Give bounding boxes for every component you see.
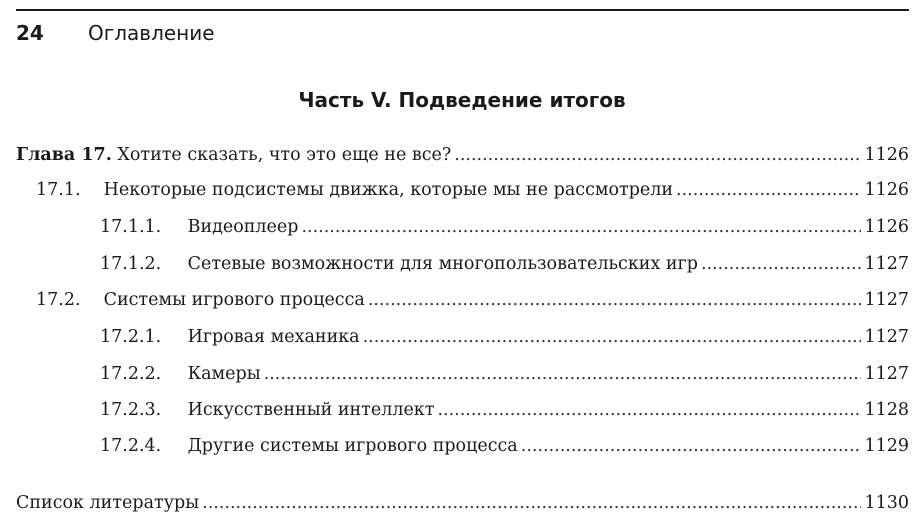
toc-entry-page: 1127: [864, 254, 909, 274]
toc-leader-dots: [701, 247, 862, 281]
part-title: Часть V. Подведение итогов: [298, 88, 626, 112]
toc-leader-dots: [437, 393, 861, 427]
toc-entry-title: Список литературы: [16, 493, 200, 513]
toc-leader-dots: [363, 320, 862, 354]
toc-entry-page: 1127: [864, 327, 909, 347]
toc-entry-bibliography[interactable]: [16, 486, 909, 520]
toc-entry-title: Камеры: [187, 364, 261, 384]
toc-entry-title: Системы игрового процесса: [103, 290, 365, 310]
toc-entry-page: 1127: [864, 364, 909, 384]
toc-entry-17-2-1[interactable]: [100, 320, 909, 354]
toc-entry-title: Видеоплеер: [187, 217, 299, 237]
running-head-title: Оглавление: [88, 21, 215, 45]
toc-entry-page: 1130: [864, 493, 909, 513]
toc-leader-dots: [301, 210, 861, 244]
toc-entry-prefix: 17.2.1.: [100, 327, 162, 347]
toc-entry-title: Другие системы игрового процесса: [187, 436, 518, 456]
toc-leader-dots: [368, 283, 862, 317]
toc-entry-17-2[interactable]: [36, 283, 909, 317]
toc-entry-prefix: 17.2.4.: [100, 436, 162, 456]
toc-leader-dots: [264, 357, 862, 391]
toc-entry-17-2-2[interactable]: [100, 357, 909, 391]
toc-entry-title: Хотите сказать, что это еще не все?: [117, 145, 452, 165]
toc-entry-17-1-1[interactable]: [100, 210, 909, 244]
header-rule: [16, 9, 909, 11]
toc-entry-17-2-3[interactable]: [100, 393, 909, 427]
toc-entry-page: 1126: [864, 180, 909, 200]
toc-entry-prefix: 17.2.: [36, 290, 81, 310]
toc-entry-17-1-2[interactable]: [100, 247, 909, 281]
toc-entry-prefix: 17.2.2.: [100, 364, 162, 384]
toc-entry-prefix: 17.1.: [36, 180, 81, 200]
toc-entry-title: Искусственный интеллект: [187, 400, 435, 420]
toc-entry-prefix: Глава 17.: [16, 145, 112, 165]
toc-leader-dots: [676, 173, 861, 207]
toc-entry-prefix: 17.1.1.: [100, 217, 162, 237]
toc-leader-dots: [521, 429, 862, 463]
running-head: [16, 20, 215, 46]
toc-entry-title: Сетевые возможности для многопользовательских игр: [187, 254, 698, 274]
toc-entry-page: 1126: [864, 145, 909, 165]
toc-entry-page: 1127: [864, 290, 909, 310]
toc-entry-17-1[interactable]: [36, 173, 909, 207]
toc-entry-title: Игровая механика: [187, 327, 360, 347]
toc-entry-prefix: 17.1.2.: [100, 254, 162, 274]
toc-entry-prefix: 17.2.3.: [100, 400, 162, 420]
toc-entry-page: 1128: [864, 400, 909, 420]
toc-leader-dots: [202, 486, 861, 520]
toc-leader-dots: [454, 138, 861, 172]
toc-entry-page: 1126: [864, 217, 909, 237]
toc-entry-page: 1129: [864, 436, 909, 456]
toc-entry-chapter-17[interactable]: [16, 138, 909, 172]
toc-entry-title: Некоторые подсистемы движка, которые мы не рассмотрели: [103, 180, 674, 200]
page-number: 24: [16, 21, 44, 45]
toc-entry-17-2-4[interactable]: [100, 429, 909, 463]
